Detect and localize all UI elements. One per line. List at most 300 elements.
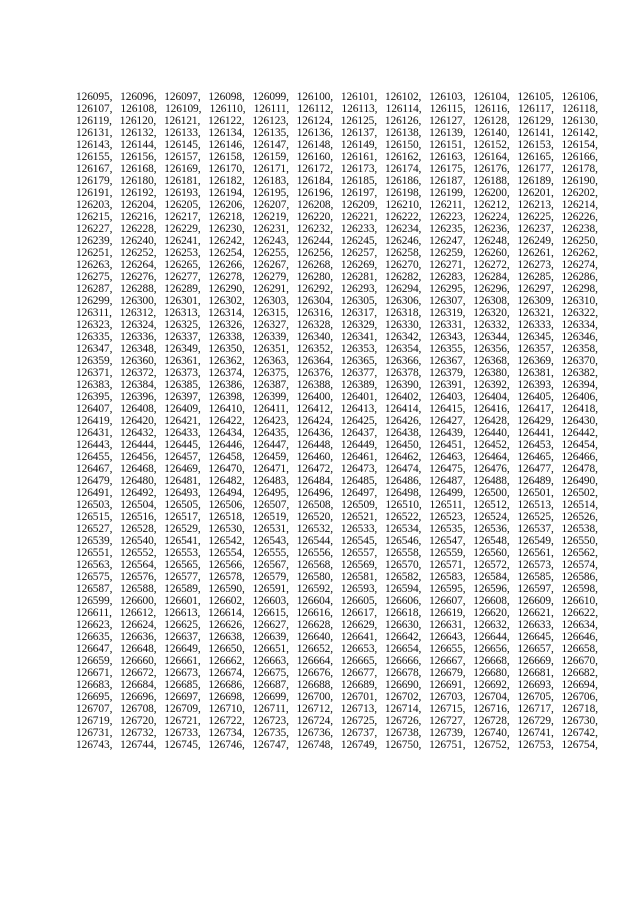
number-item: 126603, [252, 595, 289, 607]
number-item: 126747, [252, 739, 289, 751]
number-item: 126426, [384, 415, 422, 427]
number-item: 126748, [296, 739, 334, 751]
number-item: 126100, [296, 91, 334, 103]
number-item: 126196, [296, 187, 334, 199]
number-item: 126439, [429, 427, 466, 439]
number-item: 126699, [252, 691, 289, 703]
number-item: 126393, [517, 379, 554, 391]
number-item: 126516, [120, 511, 157, 523]
number-row [76, 583, 598, 595]
number-item: 126737, [340, 727, 378, 739]
number-item: 126682, [561, 667, 598, 679]
number-item: 126252, [120, 247, 157, 259]
number-row [76, 295, 598, 307]
number-item: 126114, [385, 103, 422, 115]
number-item: 126287, [76, 283, 113, 295]
number-item: 126311, [76, 307, 112, 319]
number-item: 126604, [296, 595, 334, 607]
number-item: 126435, [252, 427, 289, 439]
number-row [76, 655, 598, 667]
number-row [76, 487, 598, 499]
number-row [76, 499, 598, 511]
number-item: 126330, [384, 319, 422, 331]
number-item: 126666, [384, 655, 422, 667]
number-row [76, 607, 598, 619]
number-item: 126749, [340, 739, 378, 751]
number-item: 126660, [120, 655, 157, 667]
number-item: 126123, [252, 115, 289, 127]
number-item: 126689, [340, 679, 378, 691]
number-item: 126227, [76, 223, 113, 235]
number-item: 126665, [340, 655, 378, 667]
number-item: 126496, [296, 487, 334, 499]
number-item: 126619, [429, 607, 466, 619]
number-item: 126581, [340, 571, 378, 583]
number-item: 126704, [473, 691, 510, 703]
number-item: 126280, [296, 271, 334, 283]
number-item: 126428, [473, 415, 510, 427]
number-item: 126444, [120, 439, 157, 451]
number-item: 126694, [561, 679, 598, 691]
number-item: 126395, [76, 391, 113, 403]
number-item: 126481, [164, 475, 201, 487]
number-item: 126566, [208, 559, 245, 571]
number-item: 126384, [120, 379, 157, 391]
number-item: 126656, [473, 643, 510, 655]
number-item: 126214, [561, 199, 598, 211]
number-item: 126441, [517, 427, 554, 439]
number-row [76, 739, 598, 751]
number-item: 126235, [429, 223, 466, 235]
number-item: 126149, [340, 139, 378, 151]
number-item: 126571, [429, 559, 466, 571]
number-item: 126143, [76, 139, 113, 151]
number-item: 126525, [517, 511, 554, 523]
number-item: 126354, [384, 343, 422, 355]
number-item: 126616, [296, 607, 333, 619]
number-item: 126142, [561, 127, 598, 139]
number-item: 126204, [120, 199, 157, 211]
number-item: 126168, [120, 163, 157, 175]
number-item: 126107, [76, 103, 113, 115]
number-item: 126348, [120, 343, 157, 355]
number-item: 126718, [561, 703, 598, 715]
number-item: 126425, [340, 415, 378, 427]
number-item: 126325, [164, 319, 201, 331]
number-item: 126520, [296, 511, 334, 523]
number-item: 126096, [120, 91, 157, 103]
number-item: 126162, [384, 151, 422, 163]
number-item: 126339, [252, 331, 289, 343]
number-item: 126206, [208, 199, 245, 211]
number-item: 126197, [340, 187, 378, 199]
number-item: 126245, [340, 235, 378, 247]
number-item: 126511, [429, 499, 466, 511]
number-item: 126563, [76, 559, 113, 571]
number-item: 126210, [385, 199, 422, 211]
number-item: 126586, [561, 571, 598, 583]
number-item: 126463, [429, 451, 466, 463]
number-item: 126500, [473, 487, 510, 499]
number-item: 126302, [208, 295, 245, 307]
number-item: 126236, [473, 223, 510, 235]
number-item: 126577, [164, 571, 201, 583]
number-item: 126741, [517, 727, 554, 739]
number-item: 126201, [517, 187, 554, 199]
number-item: 126331, [429, 319, 466, 331]
number-item: 126700, [296, 691, 334, 703]
number-item: 126621, [517, 607, 554, 619]
number-item: 126391, [429, 379, 466, 391]
number-item: 126207, [252, 199, 290, 211]
number-item: 126653, [340, 643, 378, 655]
number-item: 126120, [119, 115, 157, 127]
number-item: 126365, [340, 355, 378, 367]
number-item: 126181, [164, 175, 201, 187]
number-item: 126597, [517, 583, 554, 595]
number-item: 126193, [164, 187, 201, 199]
number-item: 126158, [208, 151, 245, 163]
number-item: 126363, [252, 355, 289, 367]
number-item: 126278, [208, 271, 245, 283]
number-item: 126277, [164, 271, 201, 283]
number-item: 126316, [296, 307, 333, 319]
number-item: 126685, [164, 679, 201, 691]
number-row [76, 151, 598, 163]
number-row [76, 187, 598, 199]
number-item: 126676, [296, 667, 334, 679]
number-item: 126697, [164, 691, 201, 703]
number-row [76, 523, 598, 535]
number-item: 126634, [561, 619, 598, 631]
number-item: 126318, [384, 307, 422, 319]
number-item: 126646, [561, 631, 598, 643]
number-row [76, 463, 598, 475]
number-item: 126453, [517, 439, 554, 451]
number-item: 126524, [473, 511, 510, 523]
number-item: 126203, [76, 199, 113, 211]
number-item: 126432, [120, 427, 157, 439]
number-item: 126247, [429, 235, 466, 247]
number-item: 126507, [252, 499, 290, 511]
number-item: 126424, [296, 415, 334, 427]
number-item: 126105, [517, 91, 554, 103]
number-item: 126272, [473, 259, 510, 271]
number-item: 126448, [296, 439, 334, 451]
number-item: 126545, [340, 535, 378, 547]
number-item: 126493, [164, 487, 201, 499]
number-item: 126494, [208, 487, 245, 499]
number-item: 126544, [296, 535, 334, 547]
number-item: 126510, [385, 499, 422, 511]
number-item: 126405, [517, 391, 554, 403]
number-item: 126509, [341, 499, 378, 511]
number-item: 126606, [384, 595, 422, 607]
number-item: 126146, [208, 139, 245, 151]
number-item: 126269, [340, 259, 378, 271]
number-item: 126281, [340, 271, 378, 283]
number-item: 126397, [164, 391, 201, 403]
number-item: 126542, [208, 535, 245, 547]
number-item: 126409, [164, 403, 201, 415]
number-item: 126570, [384, 559, 422, 571]
number-item: 126739, [429, 727, 466, 739]
number-row [76, 103, 598, 115]
number-item: 126614, [208, 607, 245, 619]
number-item: 126290, [208, 283, 245, 295]
number-item: 126740, [473, 727, 510, 739]
number-item: 126174, [384, 163, 422, 175]
number-item: 126724, [296, 715, 334, 727]
number-item: 126601, [164, 595, 201, 607]
number-row [76, 223, 598, 235]
number-item: 126191, [76, 187, 113, 199]
number-item: 126419, [76, 415, 113, 427]
number-item: 126295, [429, 283, 466, 295]
number-item: 126372, [120, 367, 157, 379]
number-item: 126145, [164, 139, 201, 151]
number-item: 126150, [384, 139, 422, 151]
number-item: 126125, [340, 115, 378, 127]
number-item: 126186, [384, 175, 422, 187]
number-item: 126298, [561, 283, 598, 295]
number-item: 126130, [561, 115, 598, 127]
number-item: 126464, [473, 451, 510, 463]
number-item: 126274, [561, 259, 598, 271]
number-item: 126351, [252, 343, 289, 355]
number-item: 126638, [208, 631, 245, 643]
number-item: 126459, [252, 451, 289, 463]
number-item: 126708, [120, 703, 157, 715]
number-item: 126364, [296, 355, 334, 367]
number-row [76, 259, 598, 271]
number-row [76, 319, 598, 331]
number-item: 126710, [208, 703, 245, 715]
number-item: 126417, [517, 403, 554, 415]
number-item: 126637, [164, 631, 201, 643]
number-item: 126212, [473, 199, 510, 211]
number-item: 126513, [517, 499, 554, 511]
number-item: 126517, [164, 511, 201, 523]
number-item: 126299, [76, 295, 113, 307]
number-item: 126344, [473, 331, 510, 343]
number-item: 126104, [473, 91, 510, 103]
number-item: 126669, [517, 655, 554, 667]
number-item: 126129, [517, 115, 554, 127]
number-item: 126727, [429, 715, 466, 727]
number-item: 126661, [164, 655, 201, 667]
number-item: 126178, [561, 163, 598, 175]
number-item: 126672, [120, 667, 157, 679]
number-row [76, 127, 598, 139]
number-item: 126717, [517, 703, 554, 715]
number-item: 126681, [517, 667, 554, 679]
number-item: 126684, [120, 679, 157, 691]
number-item: 126589, [164, 583, 201, 595]
number-item: 126258, [384, 247, 422, 259]
number-item: 126451, [429, 439, 466, 451]
number-item: 126368, [473, 355, 510, 367]
number-item: 126519, [252, 511, 289, 523]
number-item: 126389, [340, 379, 378, 391]
number-item: 126121, [163, 115, 201, 127]
number-item: 126110, [209, 103, 246, 115]
number-item: 126102, [384, 91, 422, 103]
number-row [76, 427, 598, 439]
number-item: 126709, [164, 703, 201, 715]
number-item: 126554, [208, 547, 245, 559]
number-item: 126370, [561, 355, 598, 367]
number-item: 126561, [517, 547, 554, 559]
number-item: 126421, [164, 415, 201, 427]
number-item: 126357, [517, 343, 554, 355]
number-item: 126239, [76, 235, 113, 247]
number-item: 126633, [517, 619, 554, 631]
number-item: 126605, [340, 595, 378, 607]
number-item: 126609, [517, 595, 554, 607]
number-item: 126602, [208, 595, 245, 607]
number-item: 126106, [561, 91, 598, 103]
number-row [76, 403, 598, 415]
number-item: 126310, [561, 295, 598, 307]
number-item: 126465, [517, 451, 554, 463]
number-item: 126131, [76, 127, 113, 139]
number-item: 126346, [561, 331, 598, 343]
number-item: 126215, [76, 211, 113, 223]
number-item: 126317, [340, 307, 378, 319]
number-item: 126478, [561, 463, 598, 475]
number-item: 126412, [296, 403, 333, 415]
number-item: 126490, [561, 475, 598, 487]
number-row [76, 667, 598, 679]
number-item: 126540, [120, 535, 157, 547]
number-item: 126573, [517, 559, 554, 571]
number-item: 126643, [429, 631, 466, 643]
number-item: 126688, [296, 679, 334, 691]
number-item: 126529, [164, 523, 201, 535]
number-item: 126356, [473, 343, 510, 355]
number-item: 126135, [252, 127, 289, 139]
number-item: 126485, [340, 475, 378, 487]
number-item: 126289, [164, 283, 201, 295]
number-item: 126655, [429, 643, 466, 655]
number-item: 126460, [296, 451, 334, 463]
number-item: 126341, [340, 331, 378, 343]
number-item: 126505, [164, 499, 201, 511]
number-item: 126408, [120, 403, 157, 415]
number-item: 126471, [252, 463, 289, 475]
number-item: 126418, [561, 403, 598, 415]
number-item: 126707, [76, 703, 113, 715]
number-item: 126183, [252, 175, 289, 187]
number-item: 126588, [120, 583, 157, 595]
number-item: 126449, [340, 439, 378, 451]
number-item: 126218, [208, 211, 245, 223]
number-item: 126750, [384, 739, 422, 751]
number-item: 126711, [252, 703, 289, 715]
number-item: 126627, [252, 619, 289, 631]
number-item: 126502, [561, 487, 598, 499]
number-item: 126647, [76, 643, 113, 655]
number-item: 126567, [252, 559, 289, 571]
number-item: 126587, [76, 583, 113, 595]
number-item: 126304, [296, 295, 334, 307]
number-item: 126185, [340, 175, 378, 187]
number-item: 126430, [561, 415, 598, 427]
number-item: 126732, [120, 727, 157, 739]
number-item: 126454, [561, 439, 598, 451]
number-item: 126736, [296, 727, 334, 739]
number-item: 126198, [384, 187, 422, 199]
number-item: 126267, [252, 259, 289, 271]
number-item: 126332, [473, 319, 510, 331]
number-item: 126745, [164, 739, 201, 751]
number-item: 126097, [164, 91, 201, 103]
number-item: 126173, [340, 163, 378, 175]
number-row [76, 439, 598, 451]
number-item: 126550, [561, 535, 598, 547]
number-item: 126334, [561, 319, 598, 331]
number-item: 126109, [165, 103, 202, 115]
number-item: 126140, [473, 127, 510, 139]
number-item: 126300, [120, 295, 157, 307]
number-item: 126677, [340, 667, 378, 679]
number-item: 126322, [561, 307, 598, 319]
number-item: 126259, [429, 247, 466, 259]
number-item: 126261, [517, 247, 554, 259]
number-item: 126703, [429, 691, 466, 703]
number-item: 126514, [561, 499, 598, 511]
number-item: 126172, [296, 163, 334, 175]
number-item: 126486, [384, 475, 422, 487]
number-item: 126698, [208, 691, 245, 703]
number-item: 126480, [120, 475, 157, 487]
number-item: 126141, [517, 127, 554, 139]
number-item: 126543, [252, 535, 289, 547]
number-item: 126674, [208, 667, 245, 679]
number-item: 126491, [76, 487, 113, 499]
number-item: 126170, [208, 163, 245, 175]
number-item: 126337, [164, 331, 201, 343]
number-item: 126518, [208, 511, 245, 523]
number-item: 126579, [252, 571, 289, 583]
number-item: 126726, [384, 715, 422, 727]
number-item: 126284, [473, 271, 510, 283]
number-item: 126352, [296, 343, 334, 355]
number-item: 126615, [252, 607, 289, 619]
number-item: 126221, [340, 211, 378, 223]
number-row [76, 307, 598, 319]
number-item: 126612, [119, 607, 157, 619]
number-item: 126208, [296, 199, 334, 211]
number-item: 126291, [252, 283, 289, 295]
number-item: 126598, [561, 583, 598, 595]
number-item: 126305, [340, 295, 378, 307]
number-item: 126307, [429, 295, 466, 307]
number-item: 126539, [76, 535, 113, 547]
number-item: 126714, [384, 703, 422, 715]
number-item: 126636, [120, 631, 157, 643]
number-item: 126113, [341, 103, 378, 115]
number-item: 126228, [120, 223, 157, 235]
number-item: 126440, [473, 427, 510, 439]
number-item: 126422, [208, 415, 245, 427]
number-item: 126190, [561, 175, 598, 187]
number-item: 126244, [296, 235, 334, 247]
number-item: 126103, [429, 91, 466, 103]
number-item: 126472, [296, 463, 334, 475]
number-item: 126376, [296, 367, 334, 379]
